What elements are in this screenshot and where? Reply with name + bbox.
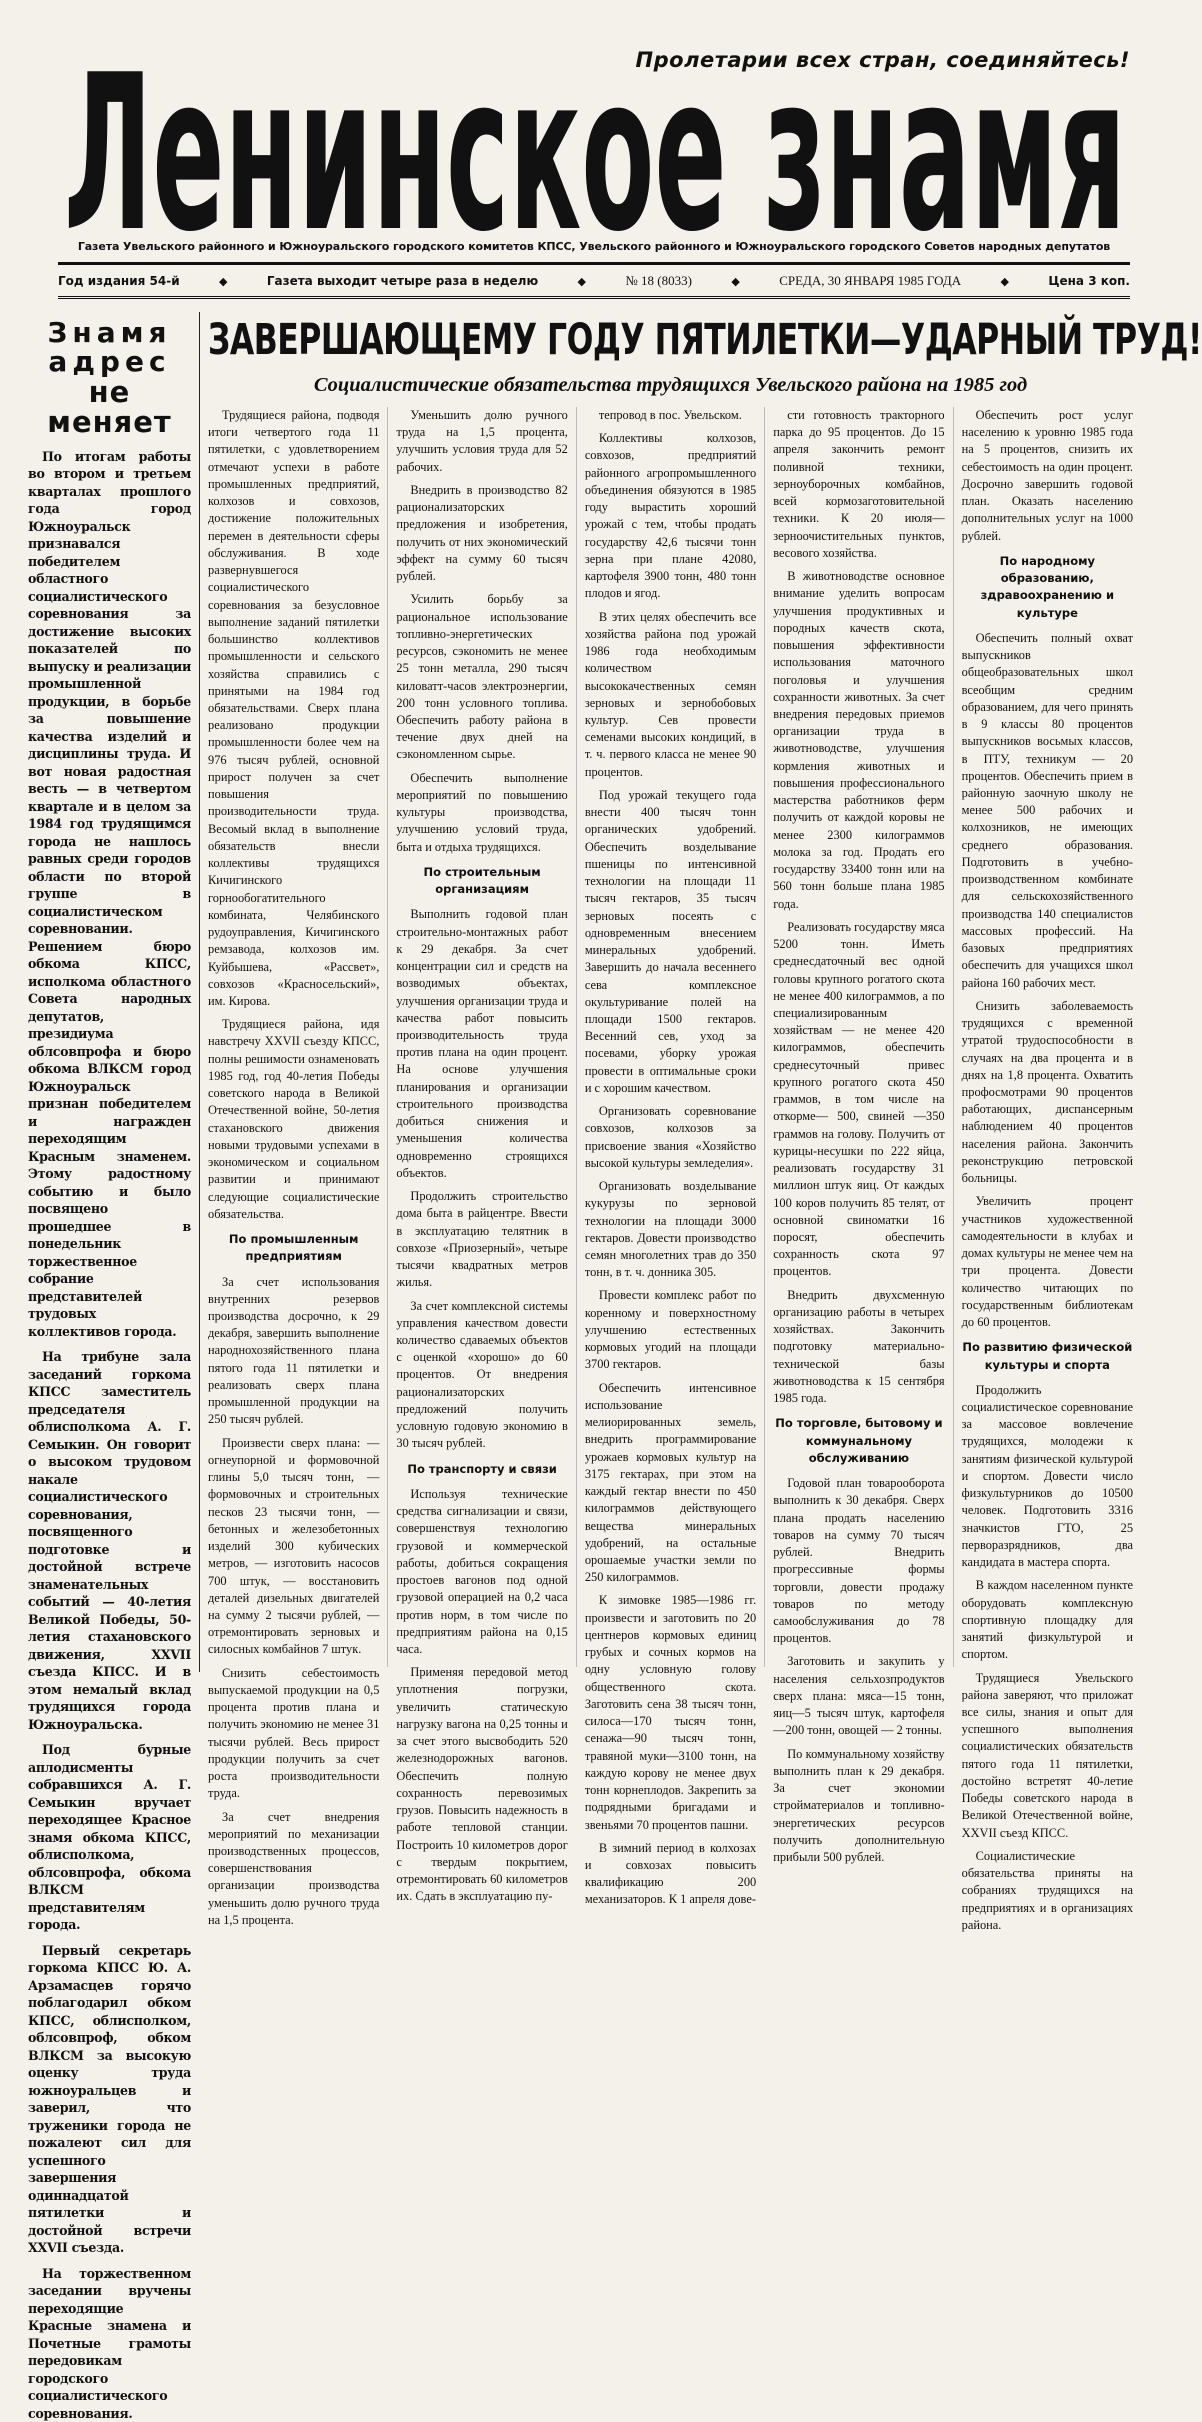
article-paragraph: Реализовать государству мяса 5200 тонн. Иметь среднесдаточный вес одной головы крупного рогатого скота не менее 400 килограммов, а по специализированным хозяйствам — не менее 420 килограммов, обеспечить среднесуточный привес крупного рогатого скота 450 граммов, в том числе на откорме— 500, свиней —350 граммов на голову. Получить от курицы-несушки по 222 яйца, реализовать государству 31 миллион штук яиц. От каждых 100 коров получить 85 телят, от основной свиноматки 16 поросят, обеспечить сохранность скота 97 процентов.	[773, 919, 945, 1279]
issue-date: СРЕДА, 30 ЯНВАРЯ 1985 ГОДА	[779, 273, 962, 288]
article-paragraph: К зимовке 1985—1986 гг. произвести и заготовить по 20 центнеров кормовых единиц грубых и сочных кормов на одну условную голову общественного скота. Заготовить сена 38 тысяч тонн, силоса—170 тысяч тонн, сенажа—90 тысяч тонн, травяной муки—3100 тонн, на каждую корову не менее двух тонн корнеплодов. Закрепить за подрядными бригадами и звеньями 70 процентов пашни.	[584, 1593, 757, 1832]
separator-4: ◆	[1000, 274, 1009, 288]
article-paragraph: сти готовность тракторного парка до 95 процентов. До 15 апреля закончить ремонт поливной техники, зерноуборочных комбайнов, всей кормозаготовительной техники. К 20 июля— зерноочистительных пунктов, весового хозяйства.	[773, 408, 945, 560]
masthead-subtitle: Газета Увельского районного и Южноуральского городского комитетов КПСС, Увельского районного и Южноуральского городского Советов народных депутатов	[77, 240, 1111, 253]
left-article-headline	[28, 318, 191, 438]
article-column-5	[961, 407, 1134, 1932]
column-divider	[576, 407, 577, 1667]
article-column-1	[208, 407, 380, 1927]
article-paragraph: За счет использования внутренних резервов производства досрочно, к 29 декабря, завершить выполнение народнохозяйственного плана пятого года 11 пятилетки и реализовать сверх плана промышленной продукции на 250 тысяч рублей.	[208, 1274, 380, 1427]
article-paragraph: Уменьшить долю ручного труда на 1,5 процента, улучшить условия труда для 52 рабочих.	[396, 408, 568, 474]
section-heading: По промышленным предприятиям	[228, 1232, 359, 1264]
publication-year: Год издания 54-й	[58, 274, 180, 288]
article-paragraph: тепровод в пос. Увельском.	[598, 408, 742, 422]
article-paragraph: За счет комплексной системы управления качеством довести количество сдаваемых объектов с оценкой «хорошо» до 60 процентов. От внедрения рационализаторских предложений получить условную годовую экономию в 30 тысяч рублей.	[396, 1298, 568, 1451]
article-column-4	[773, 407, 945, 1865]
left-article-paragraph: На торжественном заседании вручены переходящие Красные знамена и Почетные грамоты передовикам городского социалистического соревнования.	[28, 2265, 191, 2421]
section-heading: По строительным организациям	[423, 864, 541, 897]
left-article-paragraph: По итогам работы во втором и третьем кварталах прошлого года город Южноуральск признавался победителем областного социалистического соревнования за достижение высоких показателей по выпуску и реализации промышленной продукции, в борьбе за повышение качества изделий и дисциплины труда. И вот новая радостная весть — в четвертом квартале и в целом за 1984 год трудящимся города не нашлось равных среди городов области по второй группе в социалистическом соревновании. Решением бюро обкома КПСС, исполкома областного Совета народных депутатов, президиума облсовпрофа и бюро обкома ВЛКСМ город Южноуральск признан победителем и награжден переходящим Красным знаменем. Этому радостному событию и было посвящено прошедшее в понедельник торжественное собрание представителей трудовых коллективов города.	[28, 448, 191, 1339]
separator-1: ◆	[219, 274, 228, 288]
article-paragraph: В этих целях обеспечить все хозяйства района под урожай 1986 года необходимым количеством высококачественных семян зерновых и зернобобовых культур. Сев провести семенами высоких кондиций, в т. ч. первого класса не менее 90 процентов.	[584, 609, 757, 779]
article-paragraph: В каждом населенном пункте оборудовать комплексную спортивную площадку для занятий физкультурой и спортом.	[961, 1578, 1134, 1662]
article-paragraph: По коммунальному хозяйству выполнить план к 29 декабря. За счет экономии стройматериалов и топливно-энергетических ресурсов получить дополнительную прибыли 500 рублей.	[773, 1746, 945, 1865]
article-paragraph: Трудящиеся района, подводя итоги четвертого года 11 пятилетки, с удовлетворением отмечают успехи в работе промышленных предприятий, колхозов и совхозов, достижение положительных перемен в деятельности сферы обслуживания. В ходе развернувшегося социалистического соревнования за безусловное выполнение заданий пятилетки большинство коллективов промышленности и сельского хозяйства справились с принятыми на 1984 год обязательствами. Сверх плана реализовано продукции промышленности более чем на 976 тысяч рублей, основной прирост получен за счет повышения производительности труда. Весомый вклад в выполнение обязательств внесли коллективы трудящихся Кичигинского горнообогатительного комбината, Челябинского рудоуправления, Кичигинского ремзавода, колхозов им. Куйбышева, «Рассвет», совхозов «Красносельский», им. Кирова.	[208, 408, 380, 1008]
main-headline: ЗАВЕРШАЮЩЕМУ ГОДУ ПЯТИЛЕТКИ—УДАРНЫЙ ТРУД!	[208, 316, 1202, 365]
article-paragraph: Усилить борьбу за рациональное использование топливно-энергетических ресурсов, сэкономить не менее 25 тонн металла, 290 тысяч киловатт-часов электроэнергии, 200 тонн условного топлива. Обеспечить работу района в течение двух дней на сэкономленном сырье.	[396, 592, 568, 762]
article-paragraph: Снизить себестоимость выпускаемой продукции на 0,5 процента против плана и получить экономию не менее 31 тысячи рублей. Весь прирост продукции получить за счет роста производительности труда.	[208, 1665, 380, 1801]
article-paragraph: Используя технические средства сигнализации и связи, совершенствуя технологию грузовой и коммерческой работы, добиться сокращения простоев вагонов под одной грузовой операцией на 0,2 часа против норм, в том числе по предприятиям района на 0,15 часа.	[396, 1486, 568, 1656]
issue-number: № 18 (8033)	[625, 273, 692, 288]
article-paragraph: Продолжить социалистическое соревнование за массовое вовлечение трудящихся, молодежи к занятиям физической культурой и спортом. Довести число физкультурников до 10500 человек. Подготовить 3316 значкистов ГТО, 25 перворазрядников, два кандидата в мастера спорта.	[961, 1382, 1134, 1570]
main-article-columns	[208, 407, 1134, 1932]
article-paragraph: Обеспечить выполнение мероприятий по повышению культуры производства, улучшению условий труда, быта и отдыха трудящихся.	[396, 770, 568, 854]
masthead-rule-bottom	[58, 296, 1130, 299]
issue-price: Цена 3 коп.	[1048, 274, 1130, 288]
article-paragraph: Организовать возделывание кукурузы по зерновой технологии на площади 3000 гектаров. Довести производство семян многолетних трав до 350 тонн, в т. ч. донника 305.	[584, 1179, 757, 1280]
article-paragraph: Годовой план товарооборота выполнить к 30 декабря. Сверх плана продать населению товаров на сумму 70 тысяч рублей. Внедрить прогрессивные формы торговли, довести продажу товаров по методу самообслуживания до 78 процентов.	[773, 1476, 945, 1646]
article-paragraph: Трудящиеся Увельского района заверяют, что приложат все силы, знания и опыт для успешного выполнения социалистических обязательств пятого года 11 пятилетки, достойно встретят 40-летие Победы советского народа в Великой Отечественной войне, XXVII съезд КПСС.	[961, 1670, 1134, 1840]
column-divider	[387, 407, 388, 1667]
publication-frequency: Газета выходит четыре раза в неделю	[266, 274, 539, 288]
left-article	[28, 312, 200, 2421]
article-paragraph: Произвести сверх плана: —огнеупорной и формовочной глины 5,0 тысяч тонн, —формовочных и строительных песков 23 тысячи тонн, —бетонных и железобетонных изделий 300 кубических метров, — изготовить насосов 700 штук, — восстановить деталей дизельных двигателей на сумму 2 тысячи рублей, —отремонтировать зерновых и силосных комбайнов 7 штук.	[208, 1435, 380, 1657]
article-paragraph: Применяя передовой метод уплотнения погрузки, увеличить статическую нагрузку вагона на 0,25 тонны и за счет этого высвободить 520 железнодорожных вагонов. Обеспечить полную сохранность перевозимых грузов. Повысить надежность в работе тепловой станции. Построить 10 километров дорог с твердым покрытием, отремонтировать 60 километров их. Сдать в эксплуатацию пу-	[396, 1665, 568, 1904]
article-column-2	[396, 407, 568, 1904]
separator-3: ◆	[731, 274, 740, 288]
article-paragraph: Заготовить и закупить у населения сельхозпродуктов сверх плана: мяса—15 тонн, яиц—5 тысяч штук, картофеля—200 тонн, овощей — 2 тонны.	[773, 1654, 945, 1738]
article-paragraph: Трудящиеся района, идя навстречу XXVII съезду КПСС, полны решимости ознаменовать 1985 год, год 40-летия Победы советского народа в Великой Отечественной войне, 50-летия стахановского движения новыми трудовыми успехами в экономическом и социальном развитии и принимают следующие социалистические обязательства.	[208, 1017, 380, 1221]
article-paragraph: Обеспечить полный охват выпускников общеобразовательных школ всеобщим средним образованием, для чего принять в 9 классы 80 процентов выпускников восьмых классов, в ПТУ, техникум — 20 процентов. Обеспечить прием в районную заочную школу не менее 500 рабочих и колхозников, не имеющих среднего образования. Подготовить в учебно-производственном комбинате для сельскохозяйственного производства 140 специалистов массовых профессий. На базовых предприятиях обеспечить для учащихся школ района 160 рабочих мест.	[961, 630, 1134, 990]
left-article-paragraph: На трибуне зала заседаний горкома КПСС заместитель председателя облисполкома А. Г. Семыкин. Он говорит о высоком трудовом накале социалистического соревнования, посвященного подготовке и достойной встрече знаменательных событий — 40-летия Великой Победы, 50-летия стахановского движения, XXVII съезда КПСС. И в этом немалый вклад трудящихся города Южноуральска.	[28, 1349, 191, 1732]
left-article-paragraph: Первый секретарь горкома КПСС Ю. А. Арзамасцев горячо поблагодарил обком КПСС, облисполком, облсовпроф, обком ВЛКСМ за высокую оценку труда южноуральцев и заверил, что труженики города не пожалеют сил для успешного завершения одиннадцатой пятилетки и достойной встречи XXVII съезда.	[28, 1942, 191, 2256]
separator-2: ◆	[577, 274, 586, 288]
article-paragraph: Внедрить в производство 82 рационализаторских предложения и изобретения, получить от них экономический эффект на сумму 60 тысяч рублей.	[396, 482, 568, 584]
article-paragraph: Увеличить процент участников художественной самодеятельности в клубах и домах культуры не менее чем на три процента. Довести количество читающих по государственным библиотекам до 60 процентов.	[961, 1194, 1134, 1330]
article-paragraph: В зимний период в колхозах и совхозах повысить квалификацию 200 механизаторов. К 1 апреля дове-	[584, 1840, 757, 1907]
article-paragraph: Продолжить строительство дома быта в райцентре. Ввести в эксплуатацию телятник в совхозе «Приозерный», четыре тысячи квадратных метров жилья.	[396, 1189, 568, 1290]
section-heading: По торговле, бытовому и коммунальному обслуживанию	[775, 1416, 943, 1465]
section-heading: По транспорту и связи	[407, 1461, 557, 1476]
article-paragraph: Коллективы колхозов, совхозов, предприятий районного агропромышленного объединения обязуются в 1985 году вырастить хороший урожай с тем, чтобы продать государству 42,6 тысячи тонн зерна при плане 42080, картофеля 3900 тонн, 480 тонн плодов и ягод.	[584, 431, 757, 601]
article-paragraph: Обеспечить интенсивное использование мелиорированных земель, внедрить программирование урожаев кормовых культур на 3175 гектарах, при этом на каждый гектар внести по 450 килограммов действующего вещества минеральных удобрений, на остальные орошаемые участки земли по 250 килограммов.	[584, 1380, 757, 1585]
left-headline-line-2: адрес	[48, 345, 171, 379]
section-heading: По развитию физической культуры и спорта	[962, 1340, 1133, 1372]
article-paragraph: Социалистические обязательства приняты на собраниях трудящихся на предприятиях и в организациях района.	[961, 1848, 1134, 1932]
article-paragraph: Снизить заболеваемость трудящихся с временной утратой трудоспособности в случаях на два процента и в днях на 1,8 процента. Охватить профосмотрами 90 процентов работающих, диспансерным наблюдением 40 процентов населения района. Закончить реконструкцию петровской больницы.	[961, 998, 1134, 1186]
article-paragraph: Организовать соревнование совхозов, колхозов за присвоение звания «Хозяйство высокой культуры земледелия».	[584, 1104, 757, 1170]
article-paragraph: Внедрить двухсменную организацию работы в четырех хозяйствах. Закончить подготовку материально-технической базы животноводства к 15 сентября 1985 года.	[773, 1287, 945, 1406]
article-paragraph: В животноводстве основное внимание уделить вопросам улучшения продуктивных и породных качеств скота, повышения эффективности использования маточного поголовья и улучшения сохранности животных. За счет внедрения передовых приемов организации труда в животноводстве, улучшения кормления животных и повышения профессионального мастерства работников ферм получить от каждой коровы не менее 2300 килограммов молока за год. Продать его государству 33400 тонн или на 560 тонн больше плана 1985 года.	[773, 569, 945, 911]
column-divider	[764, 407, 765, 1667]
article-paragraph: Под урожай текущего года внести 400 тысяч тонн органических удобрений. Обеспечить возделывание пшеницы по интенсивной технологии на площади 11 тысяч гектаров, 35 тысяч зерновых посеять с одновременным внесением минеральных удобрений. Завершить до начала весеннего сева комплексное окультуривание полей на площади 1500 гектаров. Весенний сев, уход за посевами, уборку урожая провести в оптимальные сроки и с хорошим качеством.	[584, 787, 757, 1095]
column-divider	[953, 407, 954, 1667]
issue-info-line	[58, 273, 1130, 289]
masthead-motto: Пролетарии всех стран, соединяйтесь!	[635, 48, 1130, 72]
left-headline-line-3: не меняет	[47, 374, 172, 440]
article-paragraph: Провести комплекс работ по коренному и поверхностному улучшению естественных кормовых угодий на площади 3700 гектаров.	[584, 1288, 757, 1372]
article-paragraph: За счет внедрения мероприятий по механизации производственных процессов, совершенствования организации производства уменьшить долю ручного труда на 1,5 процента.	[208, 1809, 380, 1927]
masthead-title-text: Ленинское знамя	[64, 28, 1126, 279]
section-heading: По народному образованию, здравоохранению и культуре	[980, 553, 1115, 620]
article-paragraph: Обеспечить рост услуг населению к уровню 1985 года на 5 процентов, снизить их себестоимость на один процент. Досрочно завершить годовой план. Оказать населению дополнительных услуг на 1000 рублей.	[961, 408, 1134, 543]
article-paragraph: Выполнить годовой план строительно-монтажных работ к 29 декабря. За счет концентрации сил и средств на возводимых объектах, улучшения организации труда и качества работ повысить производительность труда против плана на один процент. На основе улучшения планирования и организации строительного производства добиться снижения и уменьшения количества одновременно строящихся объектов.	[396, 907, 568, 1180]
masthead-rule-top	[58, 262, 1130, 265]
left-article-paragraph: Под бурные аплодисменты собравшихся А. Г. Семыкин вручает переходящее Красное знамя обкома КПСС, облисполкома, облсовпрофа, обкома ВЛКСМ представителям города.	[28, 1742, 191, 1933]
main-article	[208, 312, 1202, 1932]
article-column-3	[584, 407, 757, 1907]
main-subheadline: Социалистические обязательства трудящихся Увельского района на 1985 год	[313, 374, 1028, 396]
left-headline-line-1: Знамя	[47, 316, 172, 349]
